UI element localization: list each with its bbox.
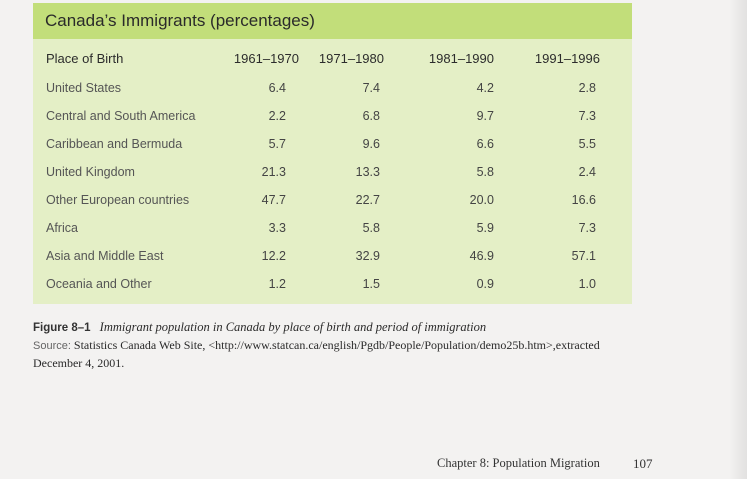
source-date: December 4, 2001. — [33, 356, 125, 370]
row-value: 9.6 — [362, 137, 380, 151]
row-value: 6.8 — [362, 109, 380, 123]
page-edge-shadow — [729, 0, 747, 479]
header-place-of-birth: Place of Birth — [46, 51, 124, 66]
row-value: 1.2 — [268, 277, 286, 291]
source-line — [33, 337, 633, 355]
table-row — [33, 74, 632, 102]
row-value: 5.7 — [268, 137, 286, 151]
row-value: 5.8 — [476, 165, 494, 179]
row-value: 12.2 — [261, 249, 286, 263]
row-label: Asia and Middle East — [46, 249, 164, 263]
chapter-footer: Chapter 8: Population Migration — [437, 456, 600, 470]
figure-title: Immigrant population in Canada by place of birth and period of immigration — [99, 320, 487, 334]
header-1981-1990: 1981–1990 — [428, 51, 494, 66]
caption-line — [33, 319, 633, 337]
row-label: Caribbean and Bermuda — [46, 137, 183, 151]
table-title: Canada’s Immigrants (percentages) — [33, 3, 632, 39]
row-value: 5.5 — [578, 137, 596, 151]
page-number: 107 — [633, 456, 653, 471]
header-1971-1980: 1971–1980 — [318, 51, 384, 66]
row-value: 7.4 — [362, 81, 380, 95]
row-value: 21.3 — [261, 165, 286, 179]
figure-caption — [33, 319, 633, 372]
row-value: 7.3 — [578, 109, 596, 123]
row-value: 6.6 — [476, 137, 494, 151]
row-value: 3.3 — [268, 221, 286, 235]
row-value: 1.0 — [578, 277, 596, 291]
row-value: 0.9 — [476, 277, 494, 291]
row-value: 32.9 — [355, 249, 380, 263]
table-row — [33, 242, 632, 270]
row-value: 2.4 — [578, 165, 596, 179]
row-value: 22.7 — [355, 193, 380, 207]
table-header-row — [33, 45, 632, 73]
row-value: 20.0 — [469, 193, 494, 207]
source-label: Source: — [33, 340, 71, 352]
header-1961-1970: 1961–1970 — [233, 51, 299, 66]
table-row — [33, 158, 632, 186]
row-value: 46.9 — [469, 249, 494, 263]
header-1991-1996: 1991–1996 — [534, 51, 600, 66]
row-label: United States — [46, 81, 122, 95]
row-value: 16.6 — [571, 193, 596, 207]
row-label: Other European countries — [46, 193, 190, 207]
row-value: 2.8 — [578, 81, 596, 95]
table-row — [33, 102, 632, 130]
row-value: 4.2 — [476, 81, 494, 95]
figure-label: Figure 8–1 — [33, 322, 91, 334]
row-label: United Kingdom — [46, 165, 135, 179]
table-row — [33, 130, 632, 158]
row-value: 7.3 — [578, 221, 596, 235]
row-label: Oceania and Other — [46, 277, 152, 291]
row-label: Africa — [46, 221, 78, 235]
row-value: 1.5 — [362, 277, 380, 291]
row-value: 6.4 — [268, 81, 286, 95]
table-row — [33, 214, 632, 242]
row-value: 5.9 — [476, 221, 494, 235]
row-value: 57.1 — [571, 249, 596, 263]
source-text: Statistics Canada Web Site, <http://www.statcan.ca/english/Pgdb/People/Population/demo25b.htm>,extracted — [73, 338, 600, 352]
row-value: 47.7 — [261, 193, 286, 207]
row-label: Central and South America — [46, 109, 196, 123]
row-value: 2.2 — [268, 109, 286, 123]
row-value: 9.7 — [476, 109, 494, 123]
immigrants-table — [33, 3, 632, 304]
table-row — [33, 186, 632, 214]
row-value: 13.3 — [355, 165, 380, 179]
row-value: 5.8 — [362, 221, 380, 235]
table-row — [33, 270, 632, 298]
